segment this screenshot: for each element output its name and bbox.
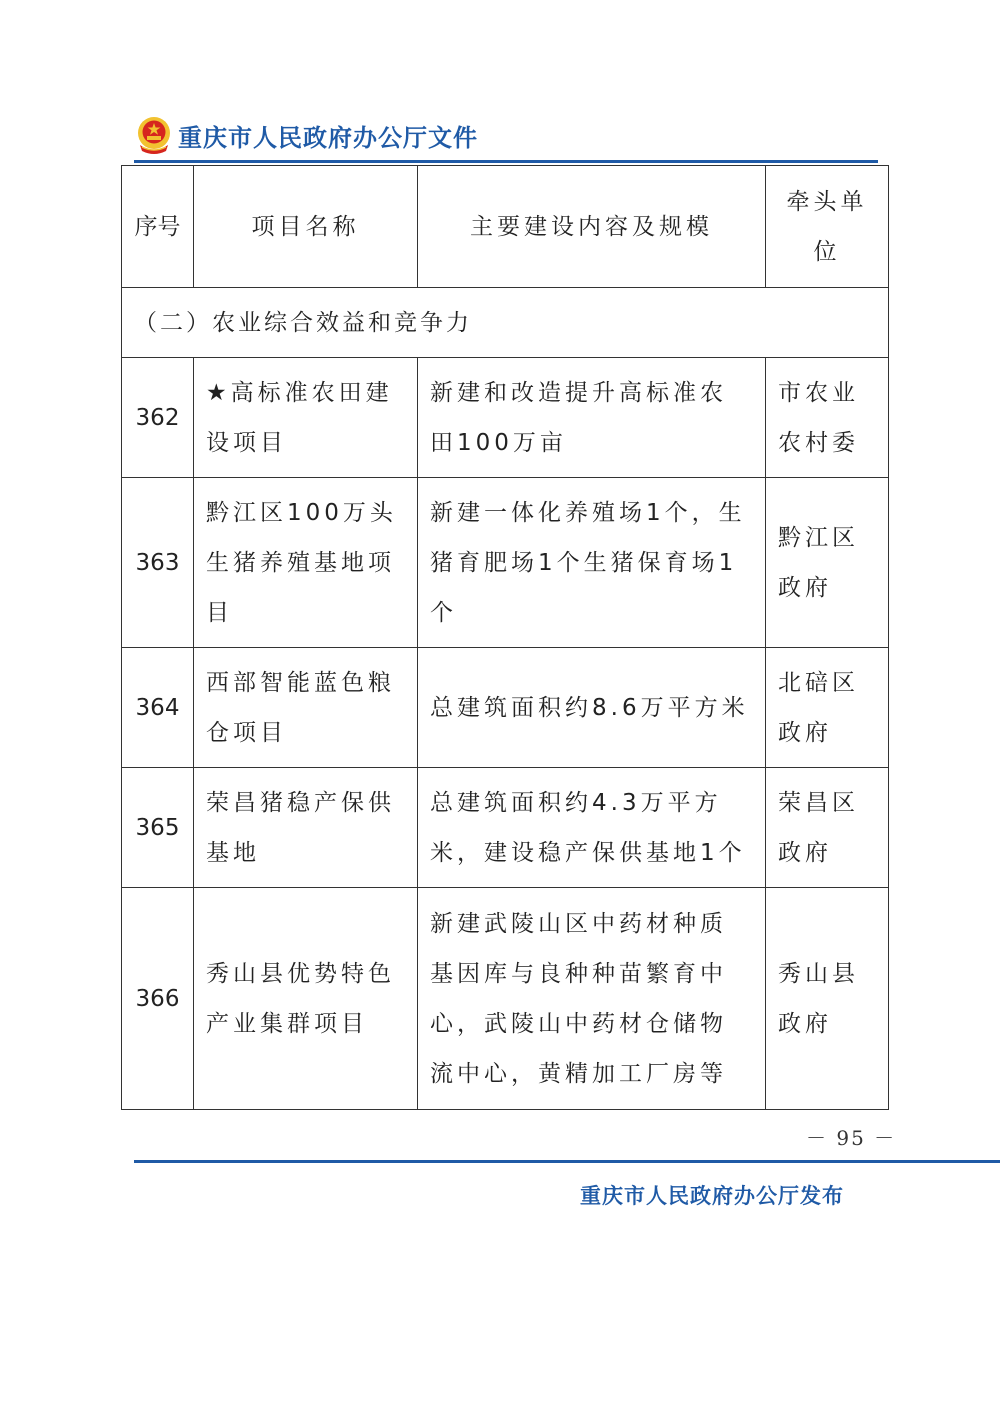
- document-title: 重庆市人民政府办公厅文件: [178, 122, 478, 152]
- lead-unit: 北碚区政府: [766, 648, 889, 768]
- lead-unit: 市农业农村委: [766, 358, 889, 478]
- section-title: （二）农业综合效益和竞争力: [122, 288, 889, 358]
- national-emblem-icon: [136, 115, 172, 155]
- section-row: [122, 288, 889, 358]
- column-header-number: 序号: [122, 166, 194, 288]
- table-header-row: [122, 166, 889, 288]
- project-name: 黔江区100万头生猪养殖基地项目: [194, 478, 418, 648]
- row-number: 366: [122, 888, 194, 1110]
- row-number: 365: [122, 768, 194, 888]
- project-table: [121, 165, 889, 1110]
- header-divider: [134, 160, 878, 163]
- row-number: 364: [122, 648, 194, 768]
- footer-divider: [134, 1160, 1000, 1163]
- project-name: 西部智能蓝色粮仓项目: [194, 648, 418, 768]
- lead-unit: 秀山县政府: [766, 888, 889, 1110]
- row-number: 362: [122, 358, 194, 478]
- project-content: 新建和改造提升高标准农田100万亩: [418, 358, 766, 478]
- table-row: [122, 888, 889, 1110]
- lead-unit: 黔江区政府: [766, 478, 889, 648]
- table-row: [122, 648, 889, 768]
- project-name: 秀山县优势特色产业集群项目: [194, 888, 418, 1110]
- column-header-content: 主要建设内容及规模: [418, 166, 766, 288]
- project-content: 新建一体化养殖场1个，生猪育肥场1个生猪保育场1个: [418, 478, 766, 648]
- project-content: 总建筑面积约8.6万平方米: [418, 648, 766, 768]
- lead-unit: 荣昌区政府: [766, 768, 889, 888]
- project-name: ★高标准农田建设项目: [194, 358, 418, 478]
- table-row: [122, 768, 889, 888]
- project-content: 总建筑面积约4.3万平方米，建设稳产保供基地1个: [418, 768, 766, 888]
- project-name: 荣昌猪稳产保供基地: [194, 768, 418, 888]
- row-number: 363: [122, 478, 194, 648]
- footer-publisher: 重庆市人民政府办公厅发布: [580, 1183, 844, 1208]
- column-header-lead-unit: 牵头单位: [766, 166, 889, 288]
- table-row: [122, 358, 889, 478]
- table-row: [122, 478, 889, 648]
- column-header-name: 项目名称: [194, 166, 418, 288]
- page-number: － 95 －: [806, 1126, 897, 1150]
- project-content: 新建武陵山区中药材种质基因库与良种种苗繁育中心，武陵山中药材仓储物流中心，黄精加工厂房等: [418, 888, 766, 1110]
- document-header: [136, 112, 478, 158]
